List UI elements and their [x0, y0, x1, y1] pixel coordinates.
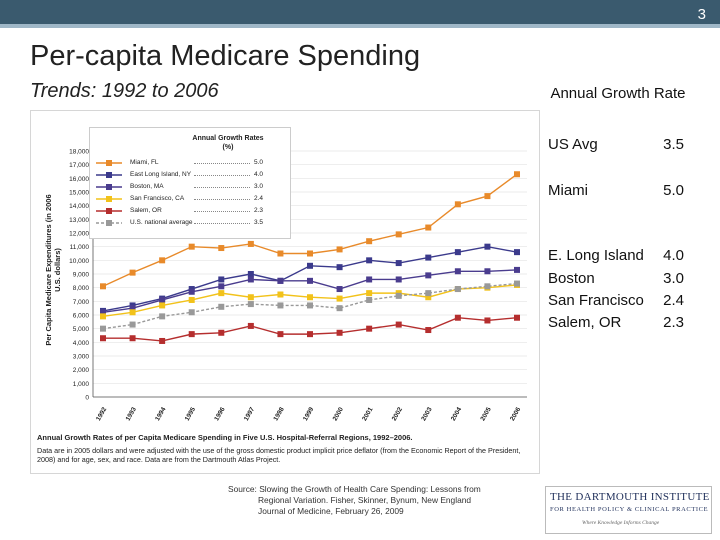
- data-point: [307, 251, 313, 257]
- data-point: [307, 302, 313, 308]
- slide-subtitle: Trends: 1992 to 2006: [30, 80, 219, 102]
- data-point: [396, 260, 402, 266]
- growth-row-name: US Avg: [548, 136, 598, 153]
- data-point: [337, 305, 343, 311]
- y-tick-label: 5,000: [72, 326, 89, 334]
- data-point: [248, 323, 254, 329]
- data-point: [277, 292, 283, 298]
- data-point: [455, 286, 461, 292]
- data-point: [307, 294, 313, 300]
- data-point: [159, 302, 165, 308]
- x-tick-label: 1995: [183, 406, 198, 423]
- legend-leader-dots: [194, 199, 250, 200]
- data-point: [514, 171, 520, 177]
- data-point: [514, 267, 520, 273]
- x-tick-label: 2005: [479, 406, 493, 423]
- growth-row-name: E. Long Island: [548, 247, 644, 264]
- x-tick-label: 1993: [124, 406, 138, 423]
- figure-caption: Annual Growth Rates of per Capita Medicare Spending in Five U.S. Hospital-Referral Regions, 1992–2006.: [37, 433, 413, 442]
- data-point: [218, 304, 224, 310]
- x-tick-label: 1998: [272, 406, 286, 423]
- data-point: [307, 331, 313, 337]
- logo-name: THE DARTMOUTH INSTITUTE: [550, 491, 710, 503]
- data-point: [425, 290, 431, 296]
- data-point: [484, 244, 490, 250]
- data-point: [396, 293, 402, 299]
- source-citation: [228, 484, 528, 517]
- growth-row-value: 2.3: [663, 314, 684, 331]
- data-point: [159, 338, 165, 344]
- chart-figure: [30, 110, 540, 474]
- y-tick-label: 2,000: [72, 367, 89, 375]
- data-point: [218, 330, 224, 336]
- logo-sub: FOR HEALTH POLICY & CLINICAL PRACTICE: [550, 506, 709, 513]
- legend-swatch: [94, 170, 124, 180]
- legend-series-rate: 5.0: [254, 159, 264, 166]
- y-tick-label: 13,000: [69, 216, 89, 224]
- legend-series-rate: 2.4: [254, 195, 264, 202]
- figure-note: Data are in 2005 dollars and were adjusted with the use of the gross domestic product implicit price deflator (from the Economic Report of the President, 2008) and for age, sex, and race. Data are from the Dartmouth Atlas Project.: [37, 446, 521, 464]
- data-point: [514, 315, 520, 321]
- legend-entry: [94, 170, 284, 180]
- data-point: [248, 276, 254, 282]
- data-point: [248, 271, 254, 277]
- data-point: [218, 245, 224, 251]
- legend-swatch-marker: [106, 208, 112, 214]
- data-point: [100, 335, 106, 341]
- y-tick-label: 1,000: [72, 380, 89, 388]
- data-point: [130, 322, 136, 328]
- page-number: 3: [697, 6, 706, 23]
- y-tick-label: 14,000: [69, 203, 89, 211]
- data-point: [189, 297, 195, 303]
- data-point: [337, 246, 343, 252]
- data-point: [159, 257, 165, 263]
- legend-entry: [94, 218, 284, 228]
- data-point: [130, 270, 136, 276]
- y-tick-label: 4,000: [72, 339, 89, 347]
- data-point: [455, 315, 461, 321]
- x-tick-label: 1999: [302, 406, 316, 423]
- legend-series-name: U.S. national average: [130, 219, 193, 226]
- legend-leader-dots: [194, 175, 250, 176]
- data-point: [248, 301, 254, 307]
- legend-leader-dots: [194, 187, 250, 188]
- legend-entry: [94, 182, 284, 192]
- title-bar: [0, 0, 720, 24]
- legend-series-rate: 4.0: [254, 171, 264, 178]
- legend-leader-dots: [194, 163, 250, 164]
- x-tick-label: 2004: [449, 406, 464, 423]
- data-point: [307, 263, 313, 269]
- data-point: [218, 283, 224, 289]
- legend-swatch-marker: [106, 184, 112, 190]
- legend-series-name: Boston, MA: [130, 183, 164, 190]
- y-tick-label: 9,000: [72, 271, 89, 279]
- y-tick-label: 8,000: [72, 285, 89, 293]
- y-tick-label: 3,000: [72, 353, 89, 361]
- data-point: [366, 290, 372, 296]
- x-tick-label: 1994: [154, 406, 168, 423]
- legend-swatch-marker: [106, 172, 112, 178]
- source-line: Journal of Medicine, February 26, 2009: [258, 506, 404, 516]
- data-point: [366, 297, 372, 303]
- data-point: [189, 244, 195, 250]
- data-point: [366, 276, 372, 282]
- data-point: [337, 286, 343, 292]
- data-point: [130, 335, 136, 341]
- growth-row-value: 3.5: [663, 136, 684, 153]
- data-point: [455, 249, 461, 255]
- data-point: [100, 283, 106, 289]
- data-point: [189, 309, 195, 315]
- data-point: [425, 272, 431, 278]
- y-tick-label: 17,000: [69, 162, 89, 170]
- data-point: [366, 257, 372, 263]
- title-bar-accent: [0, 24, 720, 28]
- y-axis-label: Per Capita Medicare Expenditures (in 2006 U.S. dollars): [44, 194, 62, 346]
- data-point: [425, 255, 431, 261]
- legend-swatch-marker: [106, 220, 112, 226]
- data-point: [189, 331, 195, 337]
- y-tick-label: 0: [85, 394, 89, 402]
- data-point: [425, 225, 431, 231]
- source-line: Source: Slowing the Growth of Health Care Spending: Lessons from: [228, 484, 481, 494]
- x-tick-label: 2000: [331, 406, 345, 423]
- data-point: [455, 201, 461, 207]
- x-tick-label: 2001: [361, 406, 375, 423]
- data-point: [366, 326, 372, 332]
- data-point: [218, 276, 224, 282]
- data-point: [189, 289, 195, 295]
- legend-swatch-marker: [106, 196, 112, 202]
- legend-series-name: San Francisco, CA: [130, 195, 185, 202]
- data-point: [484, 317, 490, 323]
- legend-swatch: [94, 206, 124, 216]
- data-point: [514, 249, 520, 255]
- y-tick-label: 11,000: [69, 244, 89, 252]
- y-tick-label: 10,000: [69, 257, 89, 265]
- legend-series-name: Miami, FL: [130, 159, 159, 166]
- legend-series-name: East Long Island, NY: [130, 171, 192, 178]
- data-point: [396, 322, 402, 328]
- chart-legend: [89, 127, 291, 239]
- y-tick-label: 6,000: [72, 312, 89, 320]
- data-point: [159, 313, 165, 319]
- data-point: [218, 290, 224, 296]
- data-point: [484, 268, 490, 274]
- x-tick-label: 2003: [420, 406, 434, 423]
- y-tick-label: 16,000: [69, 175, 89, 183]
- dartmouth-logo: [545, 486, 712, 534]
- data-point: [484, 283, 490, 289]
- data-point: [337, 264, 343, 270]
- data-point: [396, 276, 402, 282]
- legend-series-rate: 3.0: [254, 183, 264, 190]
- data-point: [337, 330, 343, 336]
- growth-table-header: Annual Growth Rate: [550, 85, 686, 102]
- slide-title: Per-capita Medicare Spending: [30, 40, 421, 72]
- data-point: [514, 281, 520, 287]
- data-point: [337, 296, 343, 302]
- growth-row-value: 3.0: [663, 270, 684, 287]
- growth-row-value: 5.0: [663, 182, 684, 199]
- legend-series-name: Salem, OR: [130, 207, 162, 214]
- legend-swatch: [94, 158, 124, 168]
- legend-swatch: [94, 182, 124, 192]
- growth-row-name: Salem, OR: [548, 314, 622, 331]
- growth-row-value: 4.0: [663, 247, 684, 264]
- x-tick-label: 1992: [95, 406, 109, 423]
- data-point: [100, 326, 106, 332]
- data-point: [130, 309, 136, 315]
- data-point: [396, 231, 402, 237]
- data-point: [425, 327, 431, 333]
- growth-row-name: Miami: [548, 182, 588, 199]
- data-point: [366, 238, 372, 244]
- legend-swatch-marker: [106, 160, 112, 166]
- legend-header: Annual Growth Rates (%): [192, 135, 264, 151]
- x-tick-label: 2002: [390, 406, 405, 423]
- data-point: [159, 297, 165, 303]
- series-line: [103, 318, 517, 341]
- data-point: [484, 193, 490, 199]
- x-tick-label: 1997: [242, 406, 257, 423]
- legend-entry: [94, 194, 284, 204]
- data-point: [277, 302, 283, 308]
- y-tick-label: 12,000: [69, 230, 89, 238]
- legend-series-rate: 3.5: [254, 219, 264, 226]
- legend-series-rate: 2.3: [254, 207, 264, 214]
- data-point: [277, 278, 283, 284]
- source-line: Regional Variation. Fisher, Skinner, Bynum, New England: [258, 495, 472, 505]
- y-tick-label: 15,000: [69, 189, 89, 197]
- logo-tagline: Where Knowledge Informs Change: [582, 520, 660, 526]
- x-tick-label: 1996: [213, 406, 227, 423]
- data-point: [277, 251, 283, 257]
- legend-entry: [94, 206, 284, 216]
- data-point: [248, 241, 254, 247]
- growth-row-value: 2.4: [663, 292, 684, 309]
- data-point: [277, 331, 283, 337]
- legend-leader-dots: [194, 223, 250, 224]
- data-point: [100, 313, 106, 319]
- x-tick-label: 2006: [509, 406, 523, 423]
- data-point: [307, 278, 313, 284]
- legend-entry: [94, 158, 284, 168]
- legend-leader-dots: [194, 211, 250, 212]
- growth-row-name: Boston: [548, 270, 595, 287]
- y-tick-label: 18,000: [69, 148, 89, 156]
- data-point: [248, 294, 254, 300]
- legend-swatch: [94, 218, 124, 228]
- data-point: [455, 268, 461, 274]
- y-tick-label: 7,000: [72, 298, 89, 306]
- legend-swatch: [94, 194, 124, 204]
- growth-row-name: San Francisco: [548, 292, 644, 309]
